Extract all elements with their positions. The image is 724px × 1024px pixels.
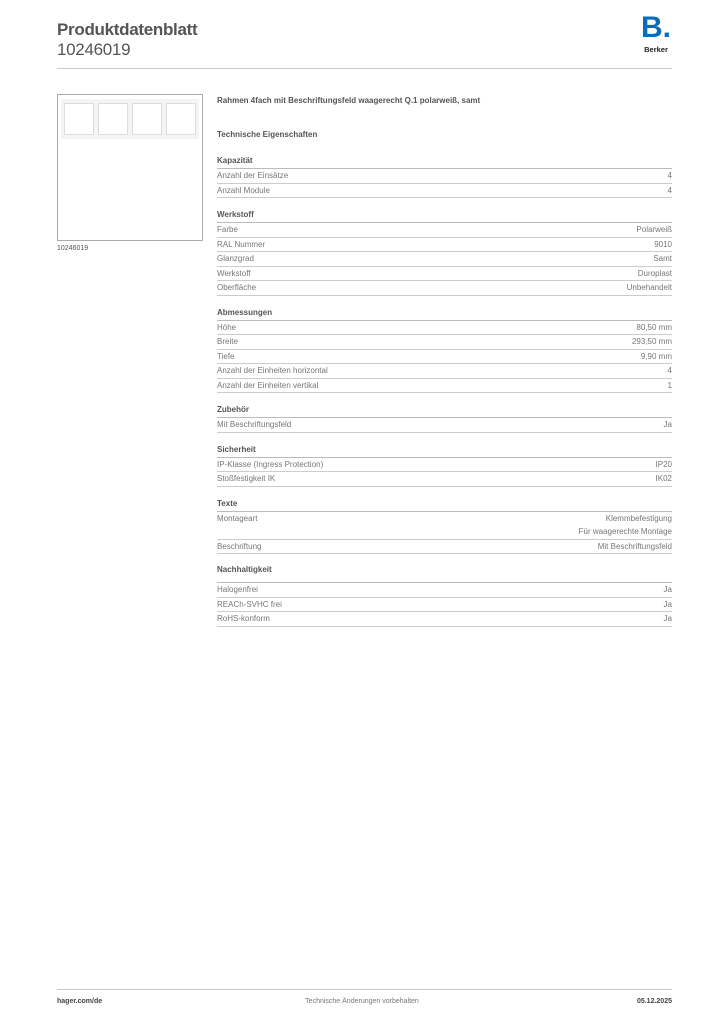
spec-section [217,564,672,627]
spec-label: Mit Beschriftungsfeld [217,420,292,429]
spec-section-title: Sicherheit [217,443,672,458]
spec-section [217,403,672,433]
spec-section-title: Abmessungen [217,306,672,321]
spec-label: REACh-SVHC frei [217,599,282,609]
image-caption: 10246019 [57,245,89,252]
spec-value: Mit Beschriftungsfeld [597,541,672,551]
spec-value: Polarweiß [636,225,672,234]
product-image [57,94,203,241]
spec-row [217,321,672,336]
spec-row [217,335,672,350]
spec-row [217,540,672,555]
spec-value: Ja [663,599,672,609]
spec-section [217,443,672,487]
spec-label: RoHS-konform [217,614,270,623]
spec-value: 4 [667,185,672,195]
spec-value: 9010 [654,239,672,249]
spec-value: Ja [663,585,672,594]
spec-label: Farbe [217,225,238,234]
footer-date: 05.12.2025 [636,998,672,1005]
spec-value: Ja [663,420,672,429]
spec-row [217,281,672,296]
spec-value: Samt [653,254,672,263]
spec-section [217,154,672,198]
spec-row [217,472,672,487]
spec-value: 4 [667,171,672,180]
product-name: Rahmen 4fach mit Beschriftungsfeld waagerecht Q.1 polarweiß, samt [217,96,481,105]
spec-label: Glanzgrad [217,254,254,263]
spec-value: Duroplast [637,268,672,278]
article-number: 10246019 [57,40,131,59]
spec-value: 293,50 mm [631,337,672,346]
product-details [217,96,672,637]
spec-row [217,238,672,253]
spec-label: Anzahl der Einheiten vertikal [217,380,319,390]
spec-row [217,418,672,433]
spec-label: Stoßfestigkeit IK [217,474,276,483]
spec-row [217,350,672,365]
spec-section-title: Nachhaltigkeit [217,564,672,583]
spec-label: RAL Nummer [217,239,266,249]
spec-section [217,306,672,394]
spec-value: 1 [667,380,672,390]
spec-value: 80,50 mm [636,322,672,332]
spec-label: Anzahl der Einsätze [217,171,289,180]
spec-value: Ja [663,614,672,623]
spec-row [217,184,672,199]
spec-section [217,208,672,296]
spec-value: Unbehandelt [626,283,672,292]
section-title: Technische Eigenschaften [217,130,318,139]
footer-website[interactable]: hager.com/de [57,998,103,1005]
spec-value: IP20 [655,459,672,469]
spec-row [217,364,672,379]
spec-row [217,583,672,598]
spec-row [217,267,672,282]
header-divider [57,68,672,69]
spec-label: Werkstoff [217,268,251,278]
logo-name: Berker [644,45,668,54]
spec-row [217,612,672,627]
spec-label: Höhe [217,322,237,332]
spec-label: Anzahl der Einheiten horizontal [217,366,328,375]
footer-note: Technische Änderungen vorbehalten [305,998,419,1005]
spec-row [217,169,672,184]
spec-section-title: Werkstoff [217,208,672,223]
spec-label: Tiefe [217,351,235,361]
spec-row [217,458,672,473]
spec-label: Beschriftung [217,541,262,551]
footer-divider [57,989,672,990]
page-title: Produktdatenblatt [57,20,198,39]
logo-mark: B. [641,11,671,44]
spec-label: Oberfläche [217,283,257,292]
spec-label: Breite [217,337,238,346]
spec-value: 9,90 mm [640,351,672,361]
spec-section-title: Zubehör [217,403,672,418]
berker-logo [636,12,676,54]
spec-section-title: Kapazität [217,154,672,169]
spec-label: Halogenfrei [217,585,258,594]
spec-label: Montageart [217,513,258,523]
spec-value: Klemmbefestigung Für waagerechte Montage [578,513,672,536]
spec-row [217,223,672,238]
spec-row [217,252,672,267]
spec-label: Anzahl Module [217,185,270,195]
spec-label: IP-Klasse (Ingress Protection) [217,459,324,469]
spec-section [217,497,672,555]
spec-row [217,512,672,540]
spec-row [217,379,672,394]
spec-row [217,598,672,613]
spec-section-title: Texte [217,497,672,512]
spec-value: IK02 [655,474,672,483]
spec-value: 4 [667,366,672,375]
